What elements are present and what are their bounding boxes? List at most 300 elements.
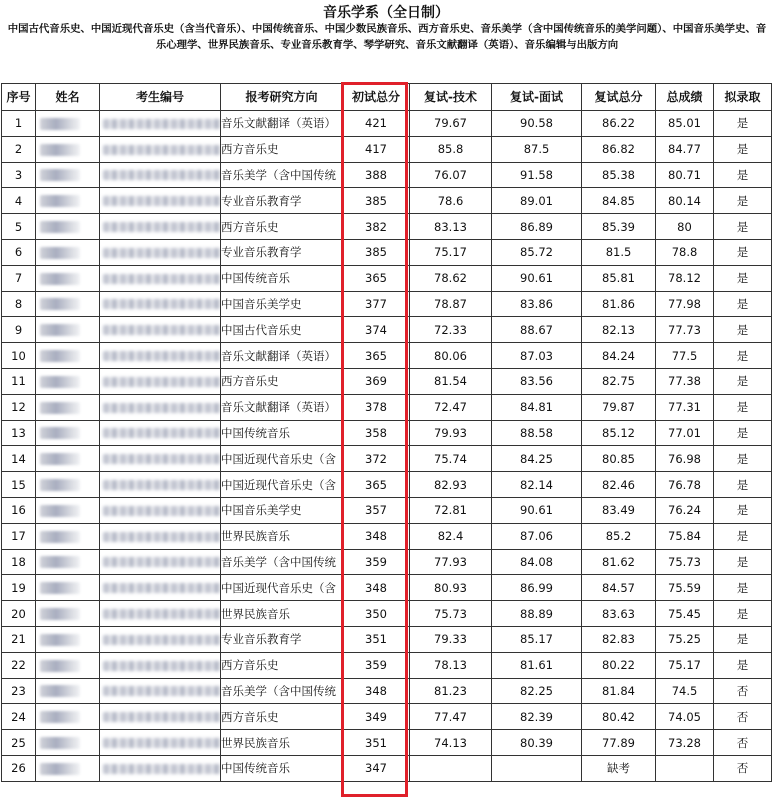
student-name-redacted-blur [40, 685, 80, 697]
admit-status: 是 [714, 343, 772, 369]
exam-id-redacted-blur [103, 119, 221, 129]
initial-score: 385 [343, 239, 410, 265]
admit-status: 是 [714, 317, 772, 343]
retest-total-score: 86.82 [582, 136, 656, 162]
retest-interview-score: 88.58 [492, 420, 582, 446]
retest-tech-score: 78.87 [410, 291, 492, 317]
row-number: 14 [2, 446, 36, 472]
row-number: 23 [2, 678, 36, 704]
table-row [2, 575, 772, 601]
student-name-redacted [36, 343, 100, 369]
page-title: 音乐学系（全日制） [323, 5, 449, 21]
admit-status: 是 [714, 188, 772, 214]
retest-tech-score: 75.73 [410, 601, 492, 627]
retest-tech-score: 79.93 [410, 420, 492, 446]
retest-tech-score: 79.33 [410, 626, 492, 652]
student-name-redacted-blur [40, 556, 80, 568]
student-name-redacted-blur [40, 505, 80, 517]
research-direction: 中国传统音乐 [221, 265, 343, 291]
research-direction: 中国近现代音乐史（含 [221, 446, 343, 472]
retest-interview-score: 83.86 [492, 291, 582, 317]
research-direction: 音乐美学（含中国传统 [221, 162, 343, 188]
research-direction: 专业音乐教育学 [221, 188, 343, 214]
initial-score: 348 [343, 678, 410, 704]
exam-id-redacted-blur [103, 532, 221, 542]
exam-id-redacted [100, 265, 221, 291]
table-row [2, 343, 772, 369]
total-score: 75.84 [656, 523, 714, 549]
admit-status: 是 [714, 626, 772, 652]
exam-id-redacted-blur [103, 557, 221, 567]
exam-id-redacted-blur [103, 377, 221, 387]
exam-id-redacted [100, 446, 221, 472]
header-retest-interview: 复试-面试 [492, 84, 582, 111]
total-score: 74.5 [656, 678, 714, 704]
initial-score: 357 [343, 497, 410, 523]
header-direction: 报考研究方向 [221, 84, 343, 111]
admit-status: 是 [714, 652, 772, 678]
row-number: 1 [2, 111, 36, 137]
retest-interview-score: 83.56 [492, 368, 582, 394]
retest-tech-score: 75.17 [410, 239, 492, 265]
student-name-redacted-blur [40, 711, 80, 723]
table-row [2, 730, 772, 756]
research-direction: 音乐美学（含中国传统 [221, 678, 343, 704]
retest-interview-score: 81.61 [492, 652, 582, 678]
student-name-redacted [36, 549, 100, 575]
total-score: 77.5 [656, 343, 714, 369]
student-name-redacted-blur [40, 221, 80, 233]
exam-id-redacted-blur [103, 299, 221, 309]
exam-id-redacted-blur [103, 506, 221, 516]
row-number: 17 [2, 523, 36, 549]
student-name-redacted [36, 291, 100, 317]
research-direction: 西方音乐史 [221, 214, 343, 240]
table-row [2, 291, 772, 317]
retest-total-score: 82.75 [582, 368, 656, 394]
row-number: 18 [2, 549, 36, 575]
retest-total-score: 85.12 [582, 420, 656, 446]
retest-total-score: 84.24 [582, 343, 656, 369]
exam-id-redacted-blur [103, 428, 221, 438]
retest-total-score: 82.46 [582, 472, 656, 498]
student-name-redacted [36, 111, 100, 137]
student-name-redacted-blur [40, 582, 80, 594]
retest-interview-score: 84.81 [492, 394, 582, 420]
exam-id-redacted-blur [103, 325, 221, 335]
student-name-redacted [36, 472, 100, 498]
research-direction: 中国音乐美学史 [221, 291, 343, 317]
row-number: 7 [2, 265, 36, 291]
research-direction: 中国近现代音乐史（含 [221, 575, 343, 601]
student-name-redacted [36, 652, 100, 678]
total-score: 80.14 [656, 188, 714, 214]
admit-status: 是 [714, 111, 772, 137]
retest-total-score: 85.39 [582, 214, 656, 240]
retest-total-score: 85.38 [582, 162, 656, 188]
research-direction: 中国传统音乐 [221, 420, 343, 446]
total-score: 85.01 [656, 111, 714, 137]
exam-id-redacted-blur [103, 635, 221, 645]
student-name-redacted-blur [40, 247, 80, 259]
retest-tech-score: 80.93 [410, 575, 492, 601]
retest-interview-score: 86.99 [492, 575, 582, 601]
student-name-redacted [36, 497, 100, 523]
total-score: 73.28 [656, 730, 714, 756]
admit-status: 否 [714, 755, 772, 781]
total-score: 75.73 [656, 549, 714, 575]
row-number: 4 [2, 188, 36, 214]
row-number: 20 [2, 601, 36, 627]
header-name: 姓名 [36, 84, 100, 111]
retest-interview-score: 90.61 [492, 265, 582, 291]
retest-interview-score: 88.89 [492, 601, 582, 627]
table-row [2, 497, 772, 523]
total-score: 80.71 [656, 162, 714, 188]
header-exam-id: 考生编号 [100, 84, 221, 111]
row-number: 6 [2, 239, 36, 265]
table-row [2, 111, 772, 137]
retest-total-score: 81.84 [582, 678, 656, 704]
retest-total-score: 79.87 [582, 394, 656, 420]
retest-tech-score: 74.13 [410, 730, 492, 756]
retest-tech-score: 82.93 [410, 472, 492, 498]
table-row [2, 626, 772, 652]
initial-score: 372 [343, 446, 410, 472]
exam-id-redacted-blur [103, 222, 221, 232]
row-number: 5 [2, 214, 36, 240]
initial-score: 374 [343, 317, 410, 343]
student-name-redacted [36, 265, 100, 291]
admit-status: 是 [714, 136, 772, 162]
exam-id-redacted [100, 136, 221, 162]
retest-total-score: 77.89 [582, 730, 656, 756]
student-name-redacted [36, 214, 100, 240]
initial-score: 365 [343, 343, 410, 369]
row-number: 24 [2, 704, 36, 730]
total-score: 84.77 [656, 136, 714, 162]
student-name-redacted [36, 188, 100, 214]
exam-id-redacted [100, 420, 221, 446]
exam-id-redacted [100, 575, 221, 601]
retest-interview-score: 84.08 [492, 549, 582, 575]
total-score: 75.59 [656, 575, 714, 601]
admit-status: 是 [714, 575, 772, 601]
table-row [2, 214, 772, 240]
research-direction: 西方音乐史 [221, 704, 343, 730]
initial-score: 369 [343, 368, 410, 394]
total-score: 78.12 [656, 265, 714, 291]
admit-status: 是 [714, 601, 772, 627]
initial-score: 377 [343, 291, 410, 317]
row-number: 2 [2, 136, 36, 162]
retest-tech-score: 82.4 [410, 523, 492, 549]
retest-total-score: 80.42 [582, 704, 656, 730]
research-direction: 音乐文献翻译（英语） [221, 111, 343, 137]
student-name-redacted-blur [40, 324, 80, 336]
retest-interview-score: 87.5 [492, 136, 582, 162]
row-number: 13 [2, 420, 36, 446]
retest-tech-score: 80.06 [410, 343, 492, 369]
exam-id-redacted [100, 704, 221, 730]
direction-list: 中国古代音乐史、中国近现代音乐史（含当代音乐）、中国传统音乐、中国少数民族音乐、西方音乐史、音乐美学（含中国传统音乐的美学问题）、中国音乐美学史、音乐心理学、世界民族音乐、专业音乐教育学、琴学研究、音乐文献翻译（英语）、音乐编辑与出版方向 [7, 23, 767, 51]
student-name-redacted-blur [40, 376, 80, 388]
header-total-score: 总成绩 [656, 84, 714, 111]
retest-total-score: 缺考 [582, 755, 656, 781]
student-name-redacted [36, 523, 100, 549]
row-number: 22 [2, 652, 36, 678]
initial-score: 358 [343, 420, 410, 446]
total-score: 75.45 [656, 601, 714, 627]
header-no: 序号 [2, 84, 36, 111]
row-number: 26 [2, 755, 36, 781]
exam-id-redacted-blur [103, 609, 221, 619]
row-number: 10 [2, 343, 36, 369]
student-name-redacted-blur [40, 634, 80, 646]
table-row [2, 317, 772, 343]
table-row [2, 265, 772, 291]
admit-status: 是 [714, 214, 772, 240]
table-row [2, 678, 772, 704]
retest-total-score: 84.57 [582, 575, 656, 601]
exam-id-redacted [100, 111, 221, 137]
total-score: 77.38 [656, 368, 714, 394]
retest-total-score: 81.5 [582, 239, 656, 265]
student-name-redacted-blur [40, 531, 80, 543]
retest-interview-score: 85.17 [492, 626, 582, 652]
student-name-redacted-blur [40, 195, 80, 207]
exam-id-redacted [100, 214, 221, 240]
admit-status: 是 [714, 549, 772, 575]
admit-status: 是 [714, 523, 772, 549]
retest-tech-score: 78.13 [410, 652, 492, 678]
retest-tech-score: 72.47 [410, 394, 492, 420]
student-name-redacted-blur [40, 298, 80, 310]
retest-interview-score [492, 755, 582, 781]
exam-id-redacted [100, 343, 221, 369]
research-direction: 西方音乐史 [221, 368, 343, 394]
retest-tech-score: 78.62 [410, 265, 492, 291]
student-name-redacted [36, 446, 100, 472]
row-number: 16 [2, 497, 36, 523]
total-score: 77.31 [656, 394, 714, 420]
research-direction: 音乐文献翻译（英语） [221, 394, 343, 420]
exam-id-redacted [100, 239, 221, 265]
exam-id-redacted [100, 162, 221, 188]
table-row [2, 420, 772, 446]
admit-status: 是 [714, 420, 772, 446]
exam-id-redacted-blur [103, 351, 221, 361]
exam-id-redacted-blur [103, 403, 221, 413]
student-name-redacted-blur [40, 273, 80, 285]
table-row [2, 523, 772, 549]
exam-id-redacted [100, 188, 221, 214]
student-name-redacted-blur [40, 453, 80, 465]
retest-total-score: 80.85 [582, 446, 656, 472]
initial-score: 351 [343, 730, 410, 756]
exam-id-redacted [100, 678, 221, 704]
initial-score: 388 [343, 162, 410, 188]
admit-status: 否 [714, 678, 772, 704]
student-name-redacted-blur [40, 144, 80, 156]
retest-interview-score: 85.72 [492, 239, 582, 265]
student-name-redacted [36, 394, 100, 420]
exam-id-redacted-blur [103, 196, 221, 206]
retest-total-score: 84.85 [582, 188, 656, 214]
research-direction: 中国音乐美学史 [221, 497, 343, 523]
exam-id-redacted-blur [103, 480, 221, 490]
table-row [2, 704, 772, 730]
exam-id-redacted-blur [103, 454, 221, 464]
initial-score: 351 [343, 626, 410, 652]
table-row [2, 601, 772, 627]
research-direction: 音乐美学（含中国传统 [221, 549, 343, 575]
initial-score: 365 [343, 265, 410, 291]
student-name-redacted [36, 601, 100, 627]
retest-total-score: 83.49 [582, 497, 656, 523]
retest-tech-score: 75.74 [410, 446, 492, 472]
table-row [2, 188, 772, 214]
total-score: 76.78 [656, 472, 714, 498]
table-row [2, 239, 772, 265]
table-row [2, 549, 772, 575]
retest-tech-score: 77.47 [410, 704, 492, 730]
research-direction: 专业音乐教育学 [221, 626, 343, 652]
admit-status: 是 [714, 239, 772, 265]
exam-id-redacted-blur [103, 661, 221, 671]
research-direction: 中国近现代音乐史（含 [221, 472, 343, 498]
exam-id-redacted [100, 601, 221, 627]
row-number: 9 [2, 317, 36, 343]
header-admit: 拟录取 [714, 84, 772, 111]
total-score: 74.05 [656, 704, 714, 730]
retest-tech-score: 72.81 [410, 497, 492, 523]
total-score: 75.17 [656, 652, 714, 678]
retest-interview-score: 82.39 [492, 704, 582, 730]
header-retest-total: 复试总分 [582, 84, 656, 111]
header-retest-tech: 复试-技术 [410, 84, 492, 111]
retest-total-score: 82.13 [582, 317, 656, 343]
student-name-redacted [36, 678, 100, 704]
table-header-row [2, 84, 772, 111]
admit-status: 是 [714, 368, 772, 394]
student-name-redacted-blur [40, 402, 80, 414]
exam-id-redacted [100, 652, 221, 678]
row-number: 12 [2, 394, 36, 420]
retest-total-score: 81.86 [582, 291, 656, 317]
admit-status: 否 [714, 704, 772, 730]
research-direction: 西方音乐史 [221, 136, 343, 162]
exam-id-redacted [100, 730, 221, 756]
retest-total-score: 83.63 [582, 601, 656, 627]
initial-score: 385 [343, 188, 410, 214]
initial-score: 378 [343, 394, 410, 420]
row-number: 8 [2, 291, 36, 317]
exam-id-redacted-blur [103, 274, 221, 284]
initial-score: 359 [343, 549, 410, 575]
retest-interview-score: 82.14 [492, 472, 582, 498]
row-number: 11 [2, 368, 36, 394]
admit-status: 是 [714, 472, 772, 498]
student-name-redacted-blur [40, 763, 80, 775]
table-row [2, 136, 772, 162]
student-name-redacted [36, 575, 100, 601]
retest-tech-score: 81.54 [410, 368, 492, 394]
initial-score: 350 [343, 601, 410, 627]
table-row [2, 162, 772, 188]
retest-tech-score: 83.13 [410, 214, 492, 240]
student-name-redacted [36, 626, 100, 652]
retest-interview-score: 87.03 [492, 343, 582, 369]
retest-total-score: 80.22 [582, 652, 656, 678]
table-row [2, 652, 772, 678]
exam-id-redacted-blur [103, 712, 221, 722]
initial-score: 347 [343, 755, 410, 781]
initial-score: 382 [343, 214, 410, 240]
retest-interview-score: 90.61 [492, 497, 582, 523]
research-direction: 西方音乐史 [221, 652, 343, 678]
exam-id-redacted-blur [103, 686, 221, 696]
table-row [2, 446, 772, 472]
retest-interview-score: 91.58 [492, 162, 582, 188]
research-direction: 世界民族音乐 [221, 601, 343, 627]
table-row [2, 394, 772, 420]
initial-score: 349 [343, 704, 410, 730]
initial-score: 417 [343, 136, 410, 162]
admit-status: 否 [714, 730, 772, 756]
admit-status: 是 [714, 446, 772, 472]
exam-id-redacted [100, 317, 221, 343]
exam-id-redacted [100, 472, 221, 498]
student-name-redacted-blur [40, 660, 80, 672]
exam-id-redacted-blur [103, 145, 221, 155]
retest-total-score: 85.2 [582, 523, 656, 549]
research-direction: 世界民族音乐 [221, 730, 343, 756]
row-number: 15 [2, 472, 36, 498]
table-row [2, 368, 772, 394]
total-score: 75.25 [656, 626, 714, 652]
row-number: 25 [2, 730, 36, 756]
student-name-redacted-blur [40, 350, 80, 362]
retest-tech-score [410, 755, 492, 781]
exam-id-redacted [100, 755, 221, 781]
retest-interview-score: 88.67 [492, 317, 582, 343]
research-direction: 音乐文献翻译（英语） [221, 343, 343, 369]
student-name-redacted-blur [40, 118, 80, 130]
initial-score: 348 [343, 523, 410, 549]
admit-status: 是 [714, 291, 772, 317]
retest-tech-score: 76.07 [410, 162, 492, 188]
total-score: 77.98 [656, 291, 714, 317]
retest-interview-score: 86.89 [492, 214, 582, 240]
student-name-redacted [36, 368, 100, 394]
row-number: 19 [2, 575, 36, 601]
exam-id-redacted [100, 497, 221, 523]
exam-id-redacted [100, 368, 221, 394]
exam-id-redacted-blur [103, 583, 221, 593]
initial-score: 348 [343, 575, 410, 601]
retest-tech-score: 72.33 [410, 317, 492, 343]
exam-id-redacted-blur [103, 738, 221, 748]
student-name-redacted [36, 239, 100, 265]
row-number: 21 [2, 626, 36, 652]
student-name-redacted [36, 162, 100, 188]
retest-tech-score: 85.8 [410, 136, 492, 162]
table-row [2, 472, 772, 498]
total-score: 76.24 [656, 497, 714, 523]
exam-id-redacted [100, 394, 221, 420]
student-name-redacted-blur [40, 608, 80, 620]
